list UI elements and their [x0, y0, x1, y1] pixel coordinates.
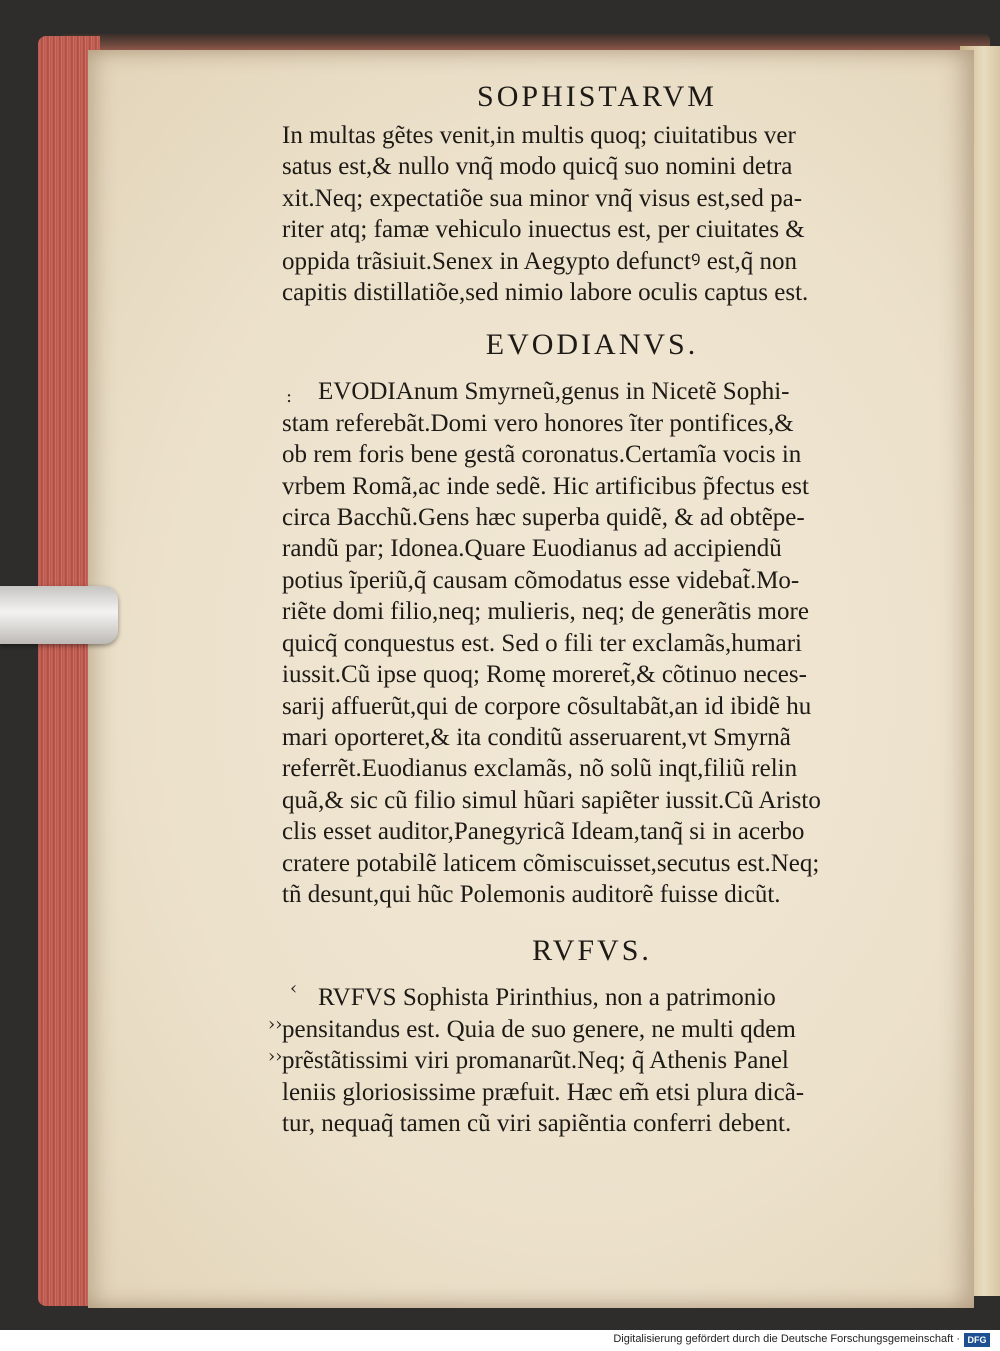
text-line: ob rem foris bene gestã coronatus.Certamĩa vocis in — [282, 441, 802, 469]
text-line: riter atq; famæ vehiculo inuectus est, per ciuitates & — [282, 216, 805, 244]
text-line: capitis distillatiõe,sed nimio labore oculis captus est. — [282, 279, 809, 307]
text-line: referrẽt.Euodianus exclamãs, nõ solũ inqt,filiũ relin — [282, 755, 798, 783]
margin-mark: ›› — [268, 1014, 283, 1035]
footer-credit: Digitalisierung gefördert durch die Deutsche Forschungsgemeinschaft · — [613, 1333, 960, 1345]
text-line: quã,& sic cũ filio simul hũari sapiẽter iussit.Cũ Aristo — [282, 786, 821, 814]
text-line: sarij affuerũt,qui de corpore cõsultabãt,an id ibidẽ hu — [282, 692, 812, 720]
text-line: clis esset auditor,Panegyricã Ideam,tanq̃ si in acerbo — [282, 818, 805, 846]
text-line: RVFVS Sophista Pirinthius, non a patrimonio — [318, 984, 776, 1012]
margin-mark: ›› — [268, 1046, 283, 1067]
text-line: mari oporteret,& ita conditũ asseruarent,vt Smyrnã — [282, 723, 791, 751]
text-line: In multas gẽtes venit,in multis quoq; ciuitatibus ver — [282, 122, 796, 149]
running-head: SOPHISTARVM — [477, 80, 717, 113]
text-line: randũ par; Idonea.Quare Euodianus ad accipiendũ — [282, 535, 782, 563]
evodianus-paragraph — [282, 376, 902, 910]
rufus-paragraph — [282, 982, 902, 1139]
dfg-logo: DFG — [964, 1333, 990, 1347]
text-line: oppida trãsiuit.Senex in Aegypto defunctꝰ est,q̃ non — [282, 247, 798, 275]
bookmark-weight — [0, 586, 118, 644]
text-line: quicq̃ conquestus est. Sed o fili ter exclamãs,humari — [282, 629, 803, 657]
text-line: tur, nequaq̃ tamen cũ viri sapiẽntia conferri debent. — [282, 1109, 792, 1137]
footer-bar — [0, 1330, 1000, 1351]
text-line: tñ desunt,qui hũc Polemonis auditorẽ fuisse dicũt. — [282, 880, 781, 908]
text-line: xit.Neq; expectatiõe sua minor vnq̃ visus est,sed pa- — [282, 184, 803, 212]
intro-paragraph — [282, 120, 902, 308]
text-line: circa Bacchũ.Gens hæc superba quidẽ, & ad obtẽpe- — [282, 504, 805, 532]
text-line: pensitandus est. Quia de suo genere, ne multi qdem — [282, 1015, 796, 1043]
margin-mark: : — [286, 386, 293, 407]
text-line: riẽte domi filio,neq; mulieris, neq; de generãtis more — [282, 598, 809, 626]
text-line: prẽstãtissimi viri promanarũt.Neq; q̃ Athenis Panel — [282, 1047, 789, 1075]
margin-mark: ‹ — [290, 978, 298, 999]
text-line: potius ĩperiũ,q̃ causam cõmodatus esse videbat̃.Mo- — [282, 566, 800, 594]
text-line: vrbem Romã,ac inde sedẽ. Hic artificibus p̃fectus est — [282, 472, 809, 500]
section-title-evodianus: EVODIANVS. — [485, 328, 699, 362]
section-title-rufus: RVFVS. — [532, 934, 652, 968]
text-line: stam referebãt.Domi vero honores ĩter pontifices,& — [282, 409, 794, 437]
text-line: iussit.Cũ ipse quoq; Romę moreret̃,& cõtinuo neces- — [282, 661, 807, 689]
text-line: satus est,& nullo vnq̃ modo quicq̃ suo nomini detra — [282, 153, 793, 181]
page-text — [282, 80, 902, 1139]
text-line: leniis gloriosissime præfuit. Hæc em̃ etsi plura dicã- — [282, 1078, 805, 1106]
text-line: EVODIAnum Smyrneũ,genus in Nicetẽ Sophi- — [318, 378, 790, 406]
text-line: cratere potabilẽ laticem cõmiscuisset,secutus est.Neq; — [282, 849, 820, 877]
